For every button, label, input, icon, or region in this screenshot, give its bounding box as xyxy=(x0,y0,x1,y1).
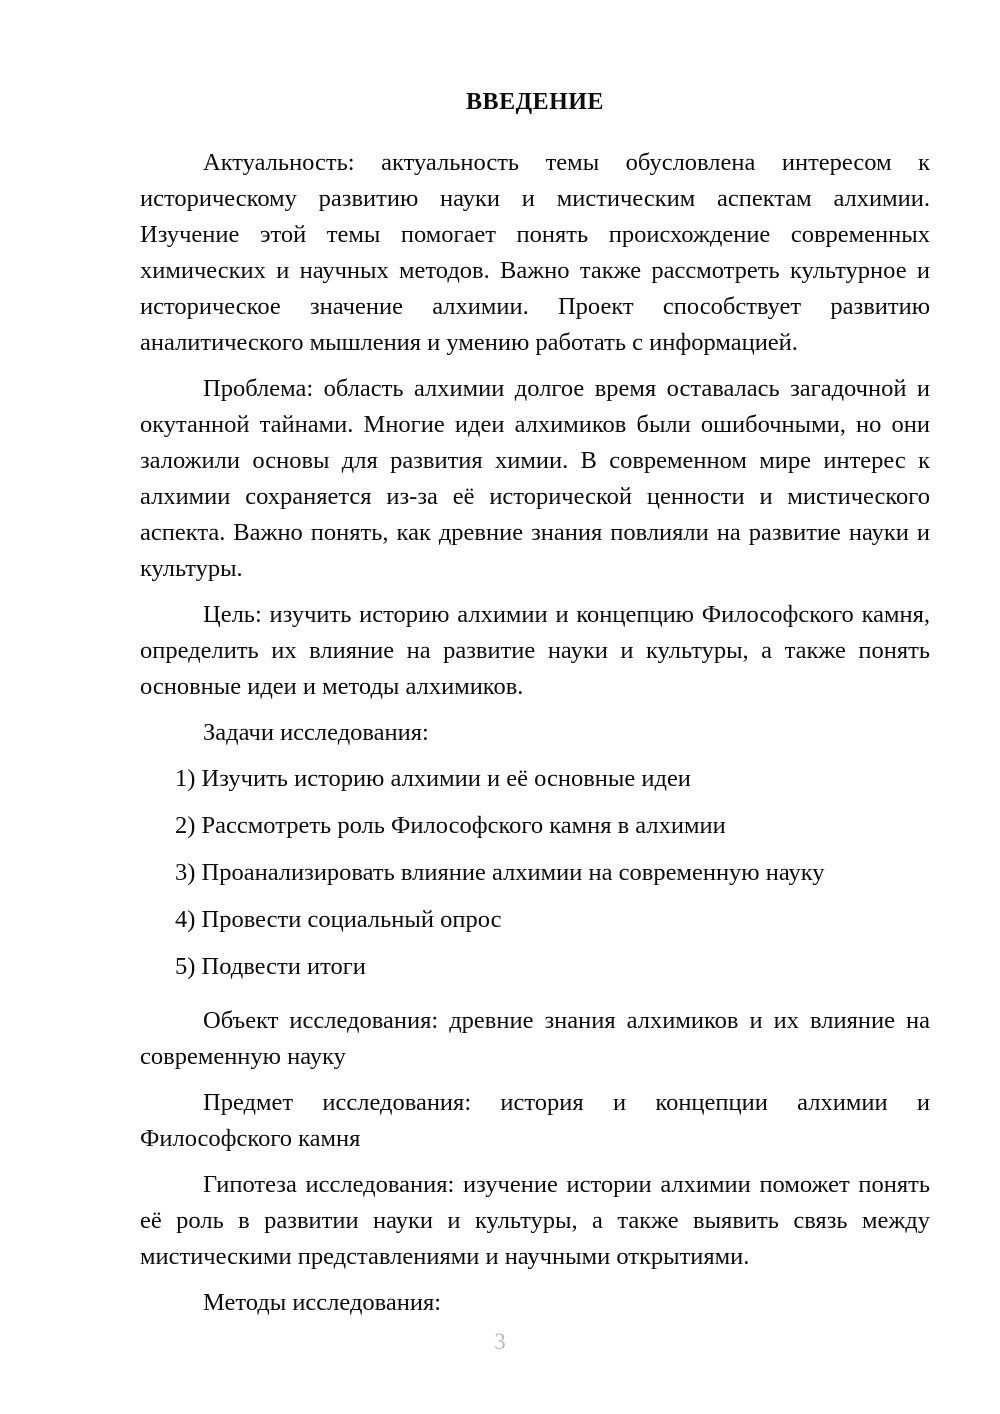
list-item: 1) Изучить историю алхимии и её основные идеи xyxy=(175,764,691,792)
document-body xyxy=(140,88,930,1331)
tasks-heading: Задачи исследования: xyxy=(203,718,429,746)
tasks-list xyxy=(140,761,930,985)
page-title: ВВЕДЕНИЕ xyxy=(466,89,604,115)
paragraph-methods-heading: Методы исследования: xyxy=(203,1288,442,1316)
paragraph-goal: Цель: изучить историю алхимии и концепцию Философского камня, определить их влияние на развитие науки и культуры, а также понять основные идеи и методы алхимиков. xyxy=(140,600,930,700)
paragraph-object: Объект исследования: древние знания алхимиков и их влияние на современную науку xyxy=(140,1006,930,1070)
list-item: 2) Рассмотреть роль Философского камня в алхимии xyxy=(175,811,726,839)
list-item: 3) Проанализировать влияние алхимии на современную науку xyxy=(175,858,825,886)
paragraph-subject: Предмет исследования: история и концепции алхимии и Философского камня xyxy=(140,1088,930,1152)
page-number: 3 xyxy=(494,1329,506,1354)
spacer xyxy=(140,995,930,1003)
list-item: 4) Провести социальный опрос xyxy=(175,905,502,933)
list-item: 5) Подвести итоги xyxy=(175,952,366,980)
paragraph-hypothesis: Гипотеза исследования: изучение истории алхимии поможет понять её роль в развитии науки и культуры, а также выявить связь между мистическими представлениями и научными открытиями. xyxy=(140,1170,930,1270)
paragraph-problem: Проблема: область алхимии долгое время оставалась загадочной и окутанной тайнами. Многие идеи алхимиков были ошибочными, но они заложили основы для развития химии. В современном мире интерес к алхимии сохраняется из-за её исторической ценности и мистического аспекта. Важно понять, как древние знания повлияли на развитие науки и культуры. xyxy=(140,374,930,582)
paragraph-relevance: Актуальность: актуальность темы обусловлена интересом к историческому развитию науки и мистическим аспектам алхимии. Изучение этой темы помогает понять происхождение современных химических и научных методов. Важно также рассмотреть культурное и историческое значение алхимии. Проект способствует развитию аналитического мышления и умению работать с информацией. xyxy=(140,148,930,356)
